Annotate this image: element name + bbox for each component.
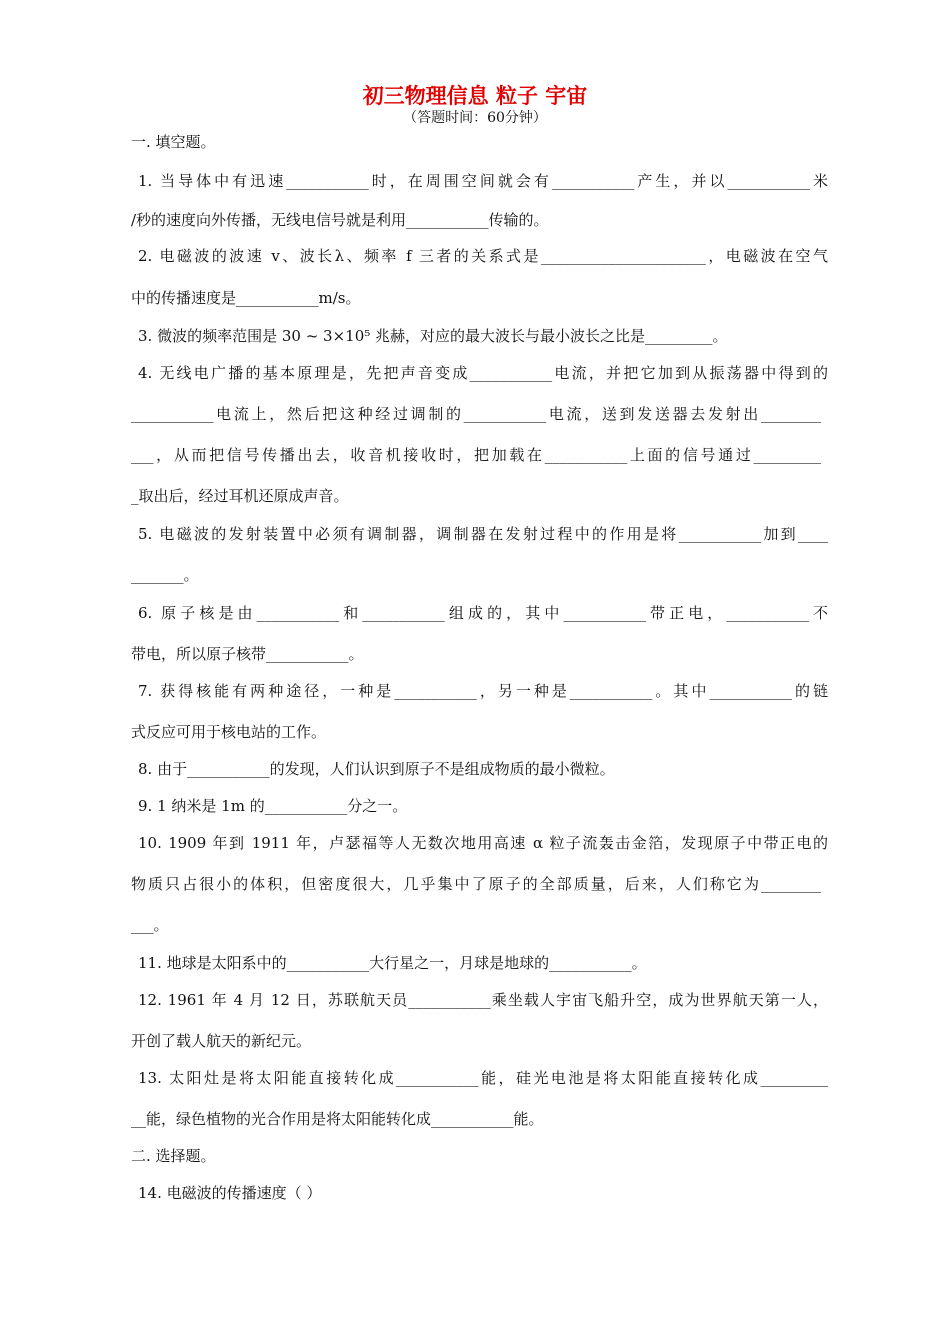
- text-line: ___________电流上，然后把这种经过调制的___________电流，送到发送器去发射出________: [131, 405, 821, 423]
- text-line: 4. 无线电广播的基本原理是，先把声音变成___________电流，并把它加到从振荡器中得到的: [138, 364, 828, 382]
- text-line: 5. 电磁波的发射装置中必须有调制器，调制器在发射过程中的作用是将___________加到____: [138, 525, 828, 543]
- section-heading: 二. 选择题。: [131, 1147, 216, 1165]
- page-title: 初三物理信息 粒子 宇宙: [362, 84, 588, 108]
- text-line: 1. 当导体中有迅速___________时，在周围空间就会有___________产生，并以___________米: [138, 172, 828, 190]
- text-line: 7. 获得核能有两种途径，一种是___________，另一种是___________。其中___________的链: [138, 682, 828, 700]
- section-heading: 一. 填空题。: [131, 133, 216, 151]
- text-line: 带电，所以原子核带___________。: [131, 645, 364, 663]
- text-line: 中的传播速度是___________m/s。: [131, 289, 361, 307]
- text-line: 式反应可用于核电站的工作。: [131, 723, 327, 741]
- text-line: ___。: [131, 916, 169, 934]
- text-line: 12. 1961 年 4 月 12 日，苏联航天员___________乘坐载人宇宙飞船升空，成为世界航天第一人，: [138, 991, 828, 1009]
- text-line: 11. 地球是太阳系中的___________大行星之一，月球是地球的___________。: [138, 954, 647, 972]
- text-line: 13. 太阳灶是将太阳能直接转化成___________能，硅光电池是将太阳能直接转化成_________: [138, 1069, 828, 1087]
- text-line: _______。: [131, 566, 199, 584]
- text-line: __能，绿色植物的光合作用是将太阳能转化成___________能。: [131, 1110, 544, 1128]
- text-line: 8. 由于___________的发现，人们认识到原子不是组成物质的最小微粒。: [138, 760, 615, 778]
- text-line: ___，从而把信号传播出去，收音机接收时，把加载在___________上面的信号通过_________: [131, 446, 821, 464]
- text-line: 2. 电磁波的波速 v、波长λ、频率 f 三者的关系式是______________________，电磁波在空气: [138, 247, 828, 265]
- text-line: 10. 1909 年到 1911 年，卢瑟福等人无数次地用高速 α 粒子流轰击金箔，发现原子中带正电的: [138, 834, 828, 852]
- page-subtitle: （答题时间：60分钟）: [403, 110, 547, 126]
- text-line: 6. 原子核是由___________和___________组成的，其中___________带正电，___________不: [138, 604, 828, 622]
- text-line: 9. 1 纳米是 1m 的___________分之一。: [138, 797, 408, 815]
- text-line: /秒的速度向外传播，无线电信号就是利用___________传输的。: [131, 211, 549, 229]
- text-line: 14. 电磁波的传播速度（ ）: [138, 1184, 322, 1202]
- text-line: 物质只占很小的体积，但密度很大，几乎集中了原子的全部质量，后来，人们称它为________: [131, 875, 821, 893]
- text-line: 开创了载人航天的新纪元。: [131, 1032, 312, 1050]
- text-line: 3. 微波的频率范围是 30 ~ 3×10⁵ 兆赫，对应的最大波长与最小波长之比是_________。: [138, 327, 728, 345]
- text-line: _取出后，经过耳机还原成声音。: [131, 487, 349, 505]
